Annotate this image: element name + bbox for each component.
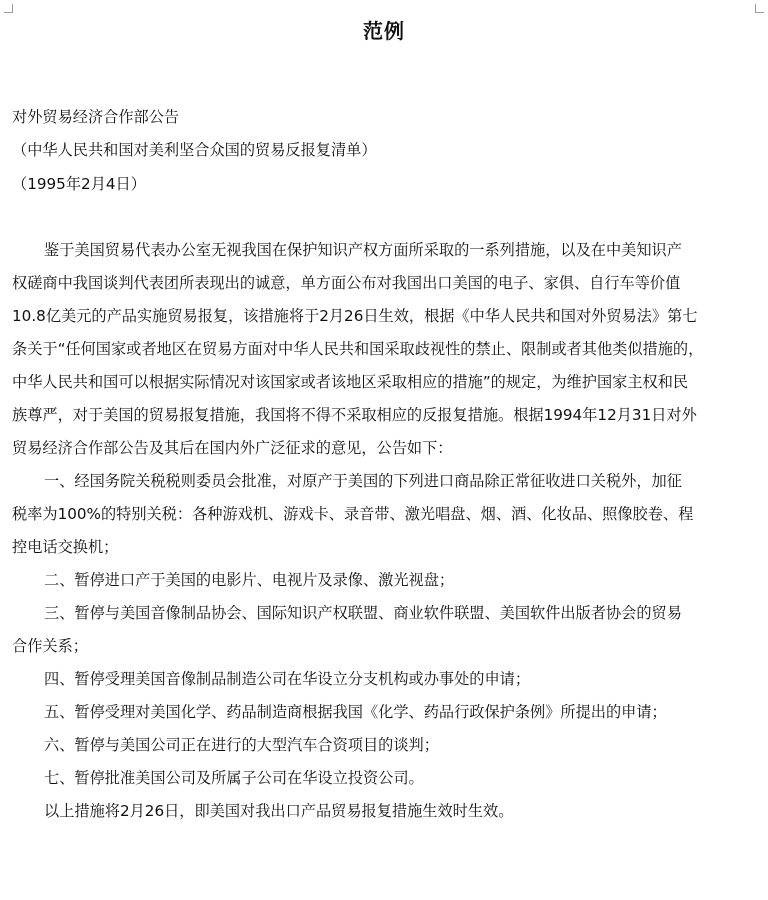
- paragraph-line: 10.8亿美元的产品实施贸易报复，该措施将于2月26日生效，根据《中华人民共和国对外贸易法》第七: [12, 307, 698, 325]
- item-two-line: 二、暂停进口产于美国的电影片、电视片及录像、激光视盘；: [44, 571, 455, 589]
- item-four-line: 四、暂停受理美国音像制品制造公司在华设立分支机构或办事处的申请；: [44, 670, 530, 688]
- announcement-subtitle: （中华人民共和国对美利坚合众国的贸易反报复清单）: [12, 141, 377, 159]
- item-seven-line: 七、暂停批准美国公司及所属子公司在华设立投资公司。: [44, 769, 424, 787]
- page-corner-mark-right: [755, 4, 764, 13]
- paragraph-line: 权磋商中我国谈判代表团所表现出的诚意，单方面公布对我国出口美国的电子、家俱、自行车等价值: [12, 274, 681, 292]
- paragraph-line: 鉴于美国贸易代表办公室无视我国在保护知识产权方面所采取的一系列措施，以及在中美知识产: [44, 241, 682, 259]
- page-corner-mark-left: [4, 4, 13, 13]
- item-one-line: 控电话交换机；: [12, 538, 119, 556]
- paragraph-line: 族尊严，对于美国的贸易报复措施，我国将不得不采取相应的反报复措施。根据1994年12月31日对外: [12, 406, 697, 424]
- item-three-line: 三、暂停与美国音像制品协会、国际知识产权联盟、商业软件联盟、美国软件出版者协会的贸易: [44, 604, 682, 622]
- item-one-line: 一、经国务院关税税则委员会批准，对原产于美国的下列进口商品除正常征收进口关税外，加征: [44, 472, 682, 490]
- page-title: 范例: [363, 19, 405, 43]
- item-one-line: 税率为100%的特别关税：各种游戏机、游戏卡、录音带、激光唱盘、烟、酒、化妆品、照像胶卷、程: [12, 505, 694, 523]
- closing-line: 以上措施将2月26日，即美国对我出口产品贸易报复措施生效时生效。: [44, 802, 514, 820]
- paragraph-line: 贸易经济合作部公告及其后在国内外广泛征求的意见，公告如下：: [12, 439, 453, 457]
- paragraph-line: 中华人民共和国可以根据实际情况对该国家或者该地区采取相应的措施”的规定，为维护国家主权和民: [12, 373, 689, 391]
- item-five-line: 五、暂停受理对美国化学、药品制造商根据我国《化学、药品行政保护条例》所提出的申请；: [44, 703, 667, 721]
- paragraph-line: 条关于“任何国家或者地区在贸易方面对中华人民共和国采取歧视性的禁止、限制或者其他类似措施的，: [12, 340, 704, 358]
- item-six-line: 六、暂停与美国公司正在进行的大型汽车合资项目的谈判；: [44, 736, 439, 754]
- announcement-date: （1995年2月4日）: [12, 175, 146, 193]
- announcement-issuer: 对外贸易经济合作部公告: [12, 108, 180, 126]
- item-three-line: 合作关系；: [12, 637, 88, 655]
